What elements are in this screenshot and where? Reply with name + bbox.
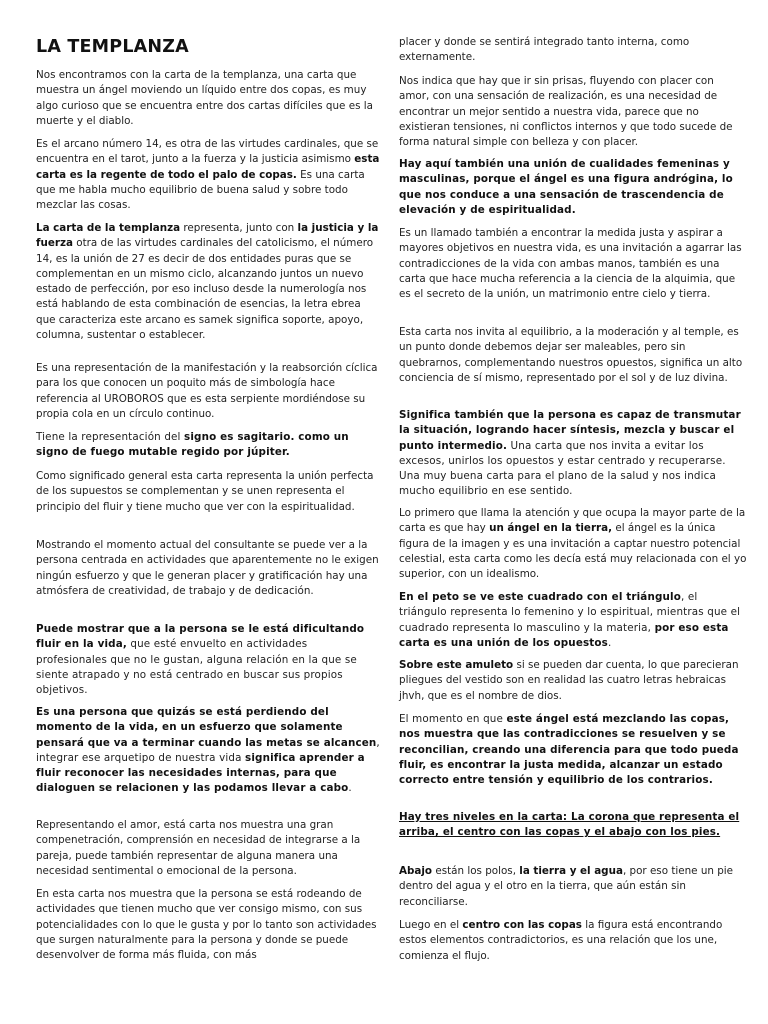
body-text: Representando el amor, está carta nos muestra una gran compenetración, comprensión en necesidad de integrarse a la pareja, puede también representar de alguna manera una necesidad sentimental o emocional de la persona.	[36, 819, 361, 877]
emphasis-text: Abajo	[399, 865, 433, 877]
paragraph	[36, 430, 380, 461]
emphasis-text: por eso esta carta es una unión de los opuestos	[399, 621, 729, 649]
body-text: si se pueden dar cuenta, lo que parecieran pliegues del vestido son en realidad las cuatro letras hebraicas jhvh, que es el nombre de dios.	[399, 659, 739, 702]
body-text: el ángel es la única figura de la imagen y es una invitación a captar nuestro potencial celestial, esta carta como les decía está muy relacionada con el yo superior, con un idealismo.	[399, 522, 747, 581]
body-text: Mostrando el momento actual del consultante se puede ver a la persona centrada en actividades que aparentemente no le exigen ningún esfuerzo y que le generan placer y gratificación hay una atmósfera de creatividad, de trabajo y de dedicación.	[36, 539, 379, 597]
paragraph	[36, 469, 380, 515]
body-text: , el triángulo representa lo femenino y lo espiritual, mientras que el cuadrado representa lo masculino y la materia,	[399, 591, 741, 634]
paragraph	[399, 658, 747, 704]
body-text: En esta carta nos muestra que la persona se está rodeando de actividades que tienen mucho que ver consigo mismo, con sus potencialidades con lo que le gusta y por lo tanto son actividades que surgen naturalmente para la persona y donde se puede desenvolver de forma más fluida, con más	[36, 888, 377, 962]
body-text: Nos encontramos con la carta de la templanza, una carta que muestra un ángel moviendo un líquido entre dos copas, es muy algo curioso que se encuentra entre dos cartas difíciles que es la muerte y el diablo.	[36, 69, 373, 127]
paragraph	[399, 864, 747, 910]
emphasis-text: Es una persona que quizás se está perdiendo del momento de la vida, en un esfuerzo que solamente pensará que va a terminar cuando las metas se alcancen	[36, 706, 377, 749]
emphasis-text: Puede mostrar que a la persona se le está dificultando fluir en la vida,	[36, 623, 365, 651]
emphasis-text: signo es sagitario. como un signo de fuego mutable regido por júpiter.	[36, 431, 349, 459]
paragraph	[399, 712, 747, 788]
paragraph	[399, 325, 747, 386]
paragraph	[36, 361, 380, 422]
body-text: otra de las virtudes cardinales del catolicismo, el número 14, es la unión de 27 es decir de dos entidades puras que se complementan en un mismo ciclo, alcanzando juntos un nuevo estado de perfección, por eso incluso desde la numerología nos está hablando de esta combinación de esencias, la letra ebrea que caracteriza este arcano es samek significa soporte, apoyo, columna, sustentar o establecer.	[36, 237, 374, 342]
paragraph	[36, 622, 380, 698]
body-text: .	[348, 782, 352, 795]
emphasis-text: Sobre este amuleto	[399, 659, 514, 671]
body-text: Como significado general esta carta representa la unión perfecta de los supuestos se complementan y se unen representa el principio del fluir y tiene mucho que ver con la espiritualidad.	[36, 470, 374, 513]
paragraph	[399, 74, 747, 150]
paragraph	[36, 538, 380, 599]
emphasis-text: un ángel en la tierra,	[489, 522, 613, 535]
page-title: LA TEMPLANZA	[36, 37, 189, 57]
body-text: Tiene la representación del	[36, 431, 185, 443]
paragraph	[399, 35, 747, 66]
body-text: Es una carta que me habla mucho equilibrio de buena salud y sobre todo mezclar las cosas.	[36, 168, 365, 212]
paragraph	[36, 705, 380, 797]
body-text: , por eso tiene un pie dentro del agua y el otro en la tierra, que aún están sin reconciliarse.	[399, 865, 734, 908]
paragraph	[399, 590, 747, 651]
emphasis-text: La carta de la templanza	[36, 222, 181, 234]
emphasis-text: este ángel está mezclando las copas, nos muestra que las contradicciones se resuelven y se reconcilian, creando una diferencia para que todo pueda fluir, es encontrar la justa medida, alcanzar un estado correcto entre tensión y equilibrio de los contrarios.	[399, 713, 739, 787]
body-text: Es una representación de la manifestación y la reabsorción cíclica para los que conocen un poquito más de simbología hace referencia al UROBOROS que es esta serpiente mordiéndose su propia cola en un círculo continuo.	[36, 362, 378, 420]
emphasis-text: Hay aquí también una unión de cualidades femeninas y masculinas, porque el ángel es una figura andrógina, lo que nos conduce a una sensación de trascendencia de elevación y de espiritualidad.	[399, 158, 733, 216]
body-text: representa, junto con	[180, 222, 298, 234]
body-text: placer y donde se sentirá integrado tanto interna, como externamente.	[399, 36, 690, 64]
paragraph	[399, 918, 747, 964]
body-text: Es el arcano número 14, es otra de las virtudes cardinales, que se encuentra en el tarot, junto a la fuerza y la justicia asimismo	[36, 138, 379, 166]
paragraph	[36, 887, 380, 963]
body-text: Nos indica que hay que ir sin prisas, fluyendo con placer con amor, con una sensación de realización, es una necesidad de encontrar un mejor sentido a nuestra vida, parece que no existieran tensiones, ni conflictos internos y que todo sucede de forma natural simple con belleza y con placer.	[399, 75, 733, 149]
body-text: Luego en el	[399, 919, 463, 931]
emphasis-text: En el peto se ve este cuadrado con el triángulo	[399, 591, 681, 603]
emphasis-text: Significa también que la persona es capaz de transmutar la situación, logrando hacer síntesis, mezcla y buscar el punto intermedio.	[399, 409, 741, 452]
paragraph	[399, 408, 747, 500]
body-text: Esta carta nos invita al equilibrio, a la moderación y al temple, es un punto donde debemos dejar ser maleables, pero sin quebrarnos, complementando nuestros opuestos, significa un alto conciencia de sí mismo, representado por el sol y de luz divina.	[399, 326, 743, 384]
paragraph	[36, 137, 380, 213]
emphasis-text: esta carta es la regente de todo el palo de copas.	[36, 153, 380, 181]
emphasis-text: la tierra y el agua	[519, 865, 623, 877]
paragraph	[399, 226, 747, 302]
body-text: la figura está encontrando estos elementos contradictorios, es una relación que los une, comienza el flujo.	[399, 919, 723, 962]
paragraph	[399, 506, 747, 582]
body-text: , integrar ese arquetipo de nuestra vida	[36, 736, 380, 764]
paragraph	[399, 810, 747, 841]
body-text: .	[607, 636, 612, 649]
emphasis-text: la justicia y la fuerza	[36, 222, 379, 250]
emphasis-text: significa aprender a fluir reconocer las necesidades internas, para que dialoguen se relacionen y las podamos llevar a cabo	[36, 751, 365, 795]
body-text: Una carta que nos invita a evitar los excesos, unirlos los opuestos y estar centrado y recuperarse. Una muy buena carta para el plano de la salud y nos indica mucho equilibrio en ese sentido.	[399, 439, 726, 498]
body-text: Es un llamado también a encontrar la medida justa y aspirar a mayores objetivos en nuestra vida, es una invitación a agarrar las contradicciones de la vida con ambas manos, también es una carta que hace mucha referencia a la ciencia de la alquimia, que es el secreto de la unión, un matrimonio entre cielo y tierra.	[399, 227, 742, 301]
emphasis-text: Hay tres niveles en la carta: La corona que representa el arriba, el centro con las copas y el abajo con los pies.	[399, 811, 740, 839]
emphasis-text: centro con las copas	[462, 919, 582, 931]
paragraph	[36, 221, 380, 343]
paragraph	[36, 818, 380, 879]
body-text: El momento en que	[399, 713, 507, 725]
body-text: Lo primero que llama la atención y que ocupa la mayor parte de la carta es que hay	[399, 507, 746, 535]
body-text: están los polos,	[432, 865, 520, 877]
paragraph	[36, 68, 380, 129]
body-text: que esté envuelto en actividades profesionales que no le gustan, alguna relación en la que se siente atrapado y no está centrado en buscar sus propios objetivos.	[36, 638, 357, 697]
paragraph	[399, 157, 747, 218]
